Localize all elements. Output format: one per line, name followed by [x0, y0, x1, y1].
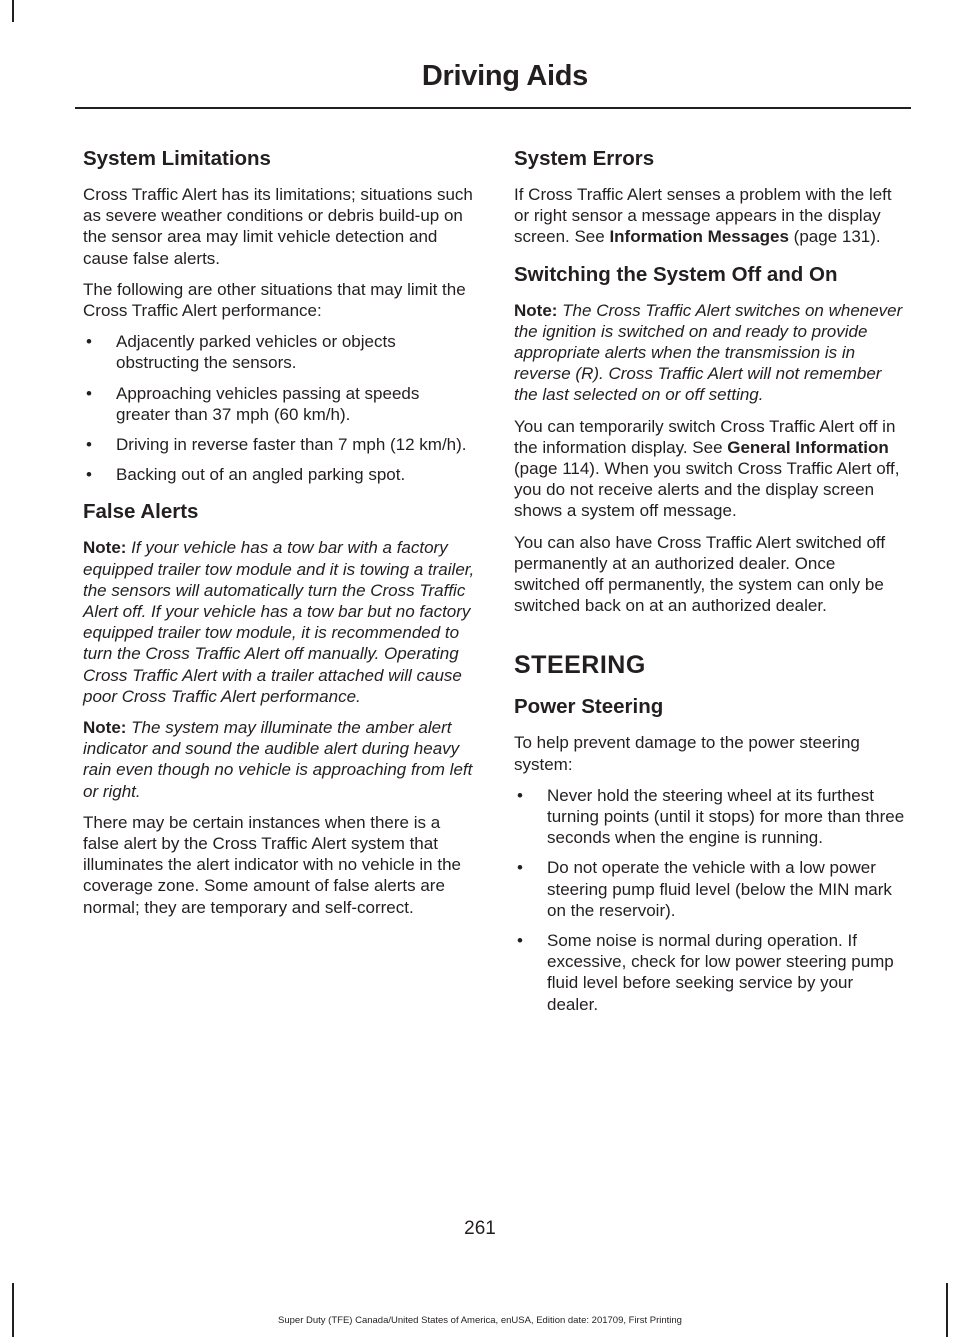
switching-paragraph-2: You can also have Cross Traffic Alert switched off permanently at an authorized dealer. Once switched off permanently, the system can only be switched back on at an authorized dealer. — [514, 532, 886, 616]
note-text: The system may illuminate the amber alert indicator and sound the audible alert during heavy rain even though no vehicle is approaching from left or right. — [83, 718, 473, 801]
false-alerts-note-2 — [83, 717, 475, 802]
bullet-glyph: • — [517, 785, 523, 805]
power-steering-heading: Power Steering — [514, 695, 664, 719]
note-label: Note: — [83, 538, 127, 558]
list-item-text: Some noise is normal during operation. If excessive, check for low power steering pump fluid level before seeking service by your dealer. — [547, 931, 894, 1014]
system-errors-paragraph — [514, 184, 906, 248]
list-item-text: Do not operate the vehicle with a low power steering pump fluid level (below the MIN mark on the reservoir). — [547, 858, 892, 920]
list-item-text: Adjacently parked vehicles or objects obstructing the sensors. — [116, 332, 396, 373]
switching-note — [514, 300, 906, 406]
bullet-glyph: • — [86, 332, 92, 352]
list-item — [83, 383, 475, 425]
right-column — [514, 146, 906, 1024]
list-item — [514, 857, 906, 921]
limitations-paragraph-2: The following are other situations that may limit the Cross Traffic Alert performance: — [83, 279, 466, 321]
switching-paragraph-1 — [514, 416, 906, 522]
crop-mark-bottom-right — [946, 1283, 948, 1337]
list-item-text: Never hold the steering wheel at its furthest turning points (until it stops) for more than three seconds when the engine is running. — [547, 785, 905, 848]
list-item — [514, 930, 906, 1015]
left-column — [83, 146, 475, 928]
list-item — [514, 785, 906, 849]
switching-heading: Switching the System Off and On — [514, 262, 838, 286]
false-alerts-note-1 — [83, 537, 475, 707]
bullet-glyph: • — [86, 383, 92, 403]
false-alerts-heading: False Alerts — [83, 500, 199, 524]
paragraph-text: If Cross Traffic Alert senses a problem with the left or right sensor a message appears in the display screen. See — [514, 185, 892, 247]
information-messages-link[interactable]: Information Messages — [609, 227, 789, 247]
false-alerts-paragraph: There may be certain instances when there is a false alert by the Cross Traffic Alert system that illuminates the alert indicator with no vehicle in the coverage zone. Some amount of false alerts are normal; they are temporary and self-correct. — [83, 812, 461, 917]
paragraph-text: (page 114). When you switch Cross Traffic Alert off, you do not receive alerts and the display screen shows a system off message. — [514, 459, 900, 521]
note-label: Note: — [83, 718, 127, 738]
footer-edition-info: Super Duty (TFE) Canada/United States of America, enUSA, Edition date: 201709, First Printing — [278, 1315, 682, 1326]
bullet-glyph: • — [86, 465, 92, 485]
power-steering-list — [514, 785, 906, 1015]
bullet-glyph: • — [517, 858, 523, 878]
paragraph-text: (page 131). — [788, 227, 881, 247]
general-information-link[interactable]: General Information — [727, 437, 889, 457]
list-item — [83, 434, 475, 455]
limitations-paragraph-1: Cross Traffic Alert has its limitations; situations such as severe weather conditions or debris build-up on the sensor area may limit vehicle detection and cause false alerts. — [83, 185, 473, 268]
list-item-text: Backing out of an angled parking spot. — [116, 465, 406, 485]
system-limitations-heading: System Limitations — [83, 147, 271, 170]
system-errors-heading: System Errors — [514, 147, 655, 170]
limitations-list — [83, 331, 475, 485]
header-rule — [75, 107, 911, 109]
list-item-text: Driving in reverse faster than 7 mph (12 km/h). — [116, 435, 467, 455]
page-header-title: Driving Aids — [421, 60, 588, 92]
list-item-text: Approaching vehicles passing at speeds greater than 37 mph (60 km/h). — [116, 383, 420, 424]
note-label: Note: — [514, 300, 558, 320]
bullet-glyph: • — [86, 435, 92, 455]
paragraph-text: You can temporarily switch Cross Traffic Alert off in the information display. See — [514, 416, 896, 457]
crop-mark-bottom-left — [12, 1283, 14, 1337]
note-text: If your vehicle has a tow bar with a factory equipped trailer tow module and it is towing a trailer, the sensors will automatically turn the Cross Traffic Alert off. If your vehicle has a tow bar but no factory equipped trailer tow module, it is recommended to turn the Cross Traffic Alert off manually. Operating Cross Traffic Alert with a trailer attached will cause poor Cross Traffic Alert performance. — [83, 538, 475, 706]
crop-mark-top-left — [12, 0, 14, 22]
power-steering-paragraph: To help prevent damage to the power steering system: — [514, 733, 860, 774]
note-text: The Cross Traffic Alert switches on whenever the ignition is switched on and ready to provide appropriate alerts when the transmission is in reverse (R). Cross Traffic Alert will not remember the last selected on or off setting. — [514, 300, 903, 405]
list-item — [83, 331, 475, 373]
page-number: 261 — [464, 1218, 496, 1239]
bullet-glyph: • — [517, 931, 523, 951]
list-item — [83, 464, 475, 485]
steering-section-heading: STEERING — [514, 651, 646, 680]
